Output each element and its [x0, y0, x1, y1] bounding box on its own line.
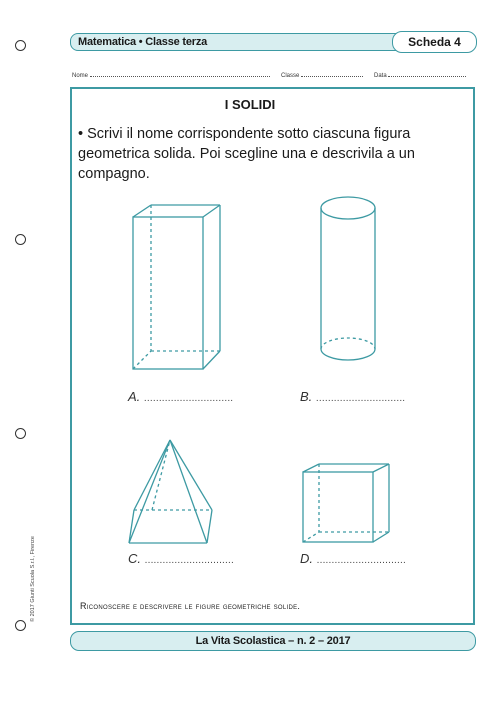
cuboid-figure [133, 205, 220, 369]
learning-objective: Riconoscere e descrivere le figure geometriche solide. [80, 601, 301, 611]
answer-d-letter: D. [300, 551, 313, 566]
date-label: Data [374, 73, 387, 79]
exercise-title: I SOLIDI [224, 97, 276, 112]
answer-b[interactable] [300, 389, 405, 404]
pyramid-figure [129, 440, 212, 543]
exercise-instruction: • Scrivi il nome corrispondente sotto ciascuna figura geometrica solida. Poi scegline una e descrivila a un compagno. [78, 126, 415, 182]
name-label: Nome [72, 73, 89, 79]
cube-figure [303, 464, 389, 542]
answer-a-letter: A. [128, 389, 141, 404]
answer-d-dots: .............................. [316, 555, 406, 566]
copyright-notice: © 2017 Giunti Scuola S.r.l., Firenze [30, 536, 36, 622]
answer-c[interactable] [128, 551, 234, 566]
publication-bar: La Vita Scolastica – n. 2 – 2017 [70, 631, 476, 651]
answer-a[interactable] [128, 389, 233, 404]
answer-c-dots: .............................. [144, 555, 234, 566]
answer-c-letter: C. [128, 551, 141, 566]
answer-a-dots: .............................. [143, 393, 234, 404]
answer-d[interactable] [300, 551, 406, 566]
header-title: Matematica • Classe terza [78, 36, 208, 48]
sheet-number: Scheda 4 [392, 31, 477, 53]
cylinder-figure [321, 197, 375, 360]
answer-b-dots: .............................. [315, 393, 406, 404]
answer-b-letter: B. [300, 389, 313, 404]
class-label: Classe [281, 73, 300, 79]
